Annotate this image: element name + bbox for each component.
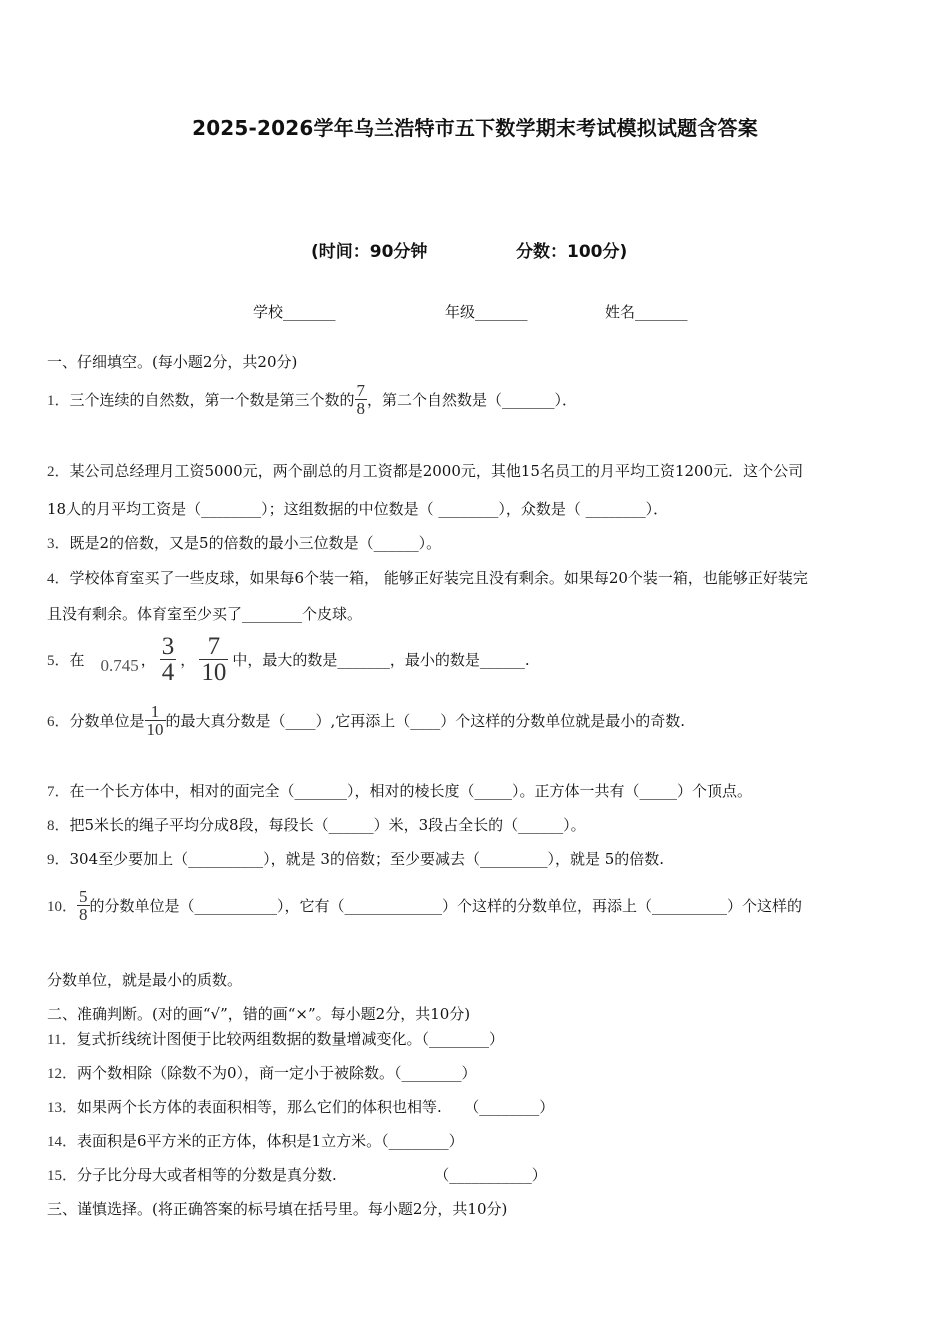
section-2-heading: 二、准确判断。(对的画“√”，错的画“×”。每小题2分，共10分)	[47, 1005, 471, 1023]
question-number: 15．	[47, 1168, 78, 1184]
question-3	[47, 532, 441, 553]
fraction	[355, 382, 368, 417]
question-text: 的分数单位是（___________），它有（_____________）个这样的分数单位，再添上（__________）个这样的	[89, 896, 803, 915]
question-text: 分数单位是	[69, 711, 145, 730]
question-4	[47, 567, 808, 588]
denominator: 8	[356, 398, 366, 418]
question-number: 7．	[47, 784, 70, 800]
question-9	[47, 848, 664, 869]
question-number: 9．	[47, 852, 70, 868]
question-number: 14．	[47, 1134, 78, 1150]
question-text: 的最大真分数是（____）,它再添上（____）个这样的分数单位就是最小的奇数.	[165, 711, 686, 730]
question-text: 把5米长的绳子平均分成8段，每段长（______）米，3段占全长的（______）。	[69, 816, 586, 834]
document-title: 2025-2026学年乌兰浩特市五下数学期末考试模拟试题含答案	[192, 116, 758, 140]
decimal-value: 0.745	[100, 656, 139, 675]
question-number: 6．	[47, 713, 70, 730]
fraction	[199, 634, 228, 685]
denominator: 10	[201, 658, 227, 686]
question-1	[47, 377, 577, 421]
question-text: 表面积是6平方米的正方体，体积是1立方米。（________）	[77, 1132, 464, 1150]
question-8	[47, 814, 586, 835]
question-15	[47, 1164, 547, 1185]
question-number: 13．	[47, 1100, 78, 1116]
question-text: 在	[69, 650, 85, 669]
numerator: 1	[150, 701, 160, 721]
fraction	[77, 888, 90, 923]
name-field: 姓名_______	[605, 303, 688, 321]
question-text: 在一个长方体中，相对的面完全（_______），相对的棱长度（_____）。正方体一共有（_____）个顶点。	[69, 782, 753, 800]
question-4-cont: 且没有剩余。体育室至少买了________个皮球。	[47, 605, 363, 623]
question-text: 复式折线统计图便于比较两组数据的数量增减变化。（________）	[76, 1030, 504, 1048]
question-number: 8．	[47, 818, 70, 834]
question-text: 既是2的倍数，又是5的倍数的最小三位数是（______）。	[69, 534, 442, 552]
question-text: 分子比分母大或者相等的分数是真分数. （___________）	[77, 1166, 547, 1184]
question-number: 11．	[47, 1032, 77, 1048]
question-text: 如果两个长方体的表面积相等，那么它们的体积也相等. （________）	[77, 1098, 555, 1116]
section-1-heading: 一、仔细填空。(每小题2分，共20分)	[47, 353, 298, 371]
numerator: 7	[356, 380, 366, 400]
question-13	[47, 1096, 554, 1117]
question-10	[47, 883, 802, 927]
question-2-cont: 18人的月平均工资是（________）；这组数据的中位数是（ ________），众数是（ ________）．	[47, 500, 669, 518]
numerator: 7	[207, 632, 221, 660]
question-number: 3．	[47, 536, 70, 552]
exam-score: 分数：100分)	[516, 242, 628, 262]
question-number: 1．	[47, 392, 70, 409]
question-text: ，第二个自然数是（_______）．	[367, 390, 578, 409]
question-number: 10．	[47, 898, 78, 915]
denominator: 4	[161, 658, 175, 686]
numerator: 3	[161, 632, 175, 660]
question-2	[47, 460, 803, 481]
school-field: 学校_______	[253, 303, 336, 321]
question-number: 12．	[47, 1066, 78, 1082]
question-10-cont: 分数单位，就是最小的质数。	[47, 971, 243, 989]
question-12	[47, 1062, 477, 1083]
question-14	[47, 1130, 464, 1151]
question-text: 304至少要加上（__________），就是 3的倍数；至少要减去（_________），就是 5的倍数.	[69, 850, 665, 868]
denominator: 10	[146, 719, 164, 739]
fraction	[160, 634, 177, 685]
question-text: 中，最大的数是_______，最小的数是______.	[232, 650, 530, 669]
question-text: 学校体育室买了一些皮球，如果每6个装一箱， 能够正好装完且没有剩余。如果每20个装一箱，也能够正好装完	[69, 569, 808, 587]
section-3-heading: 三、谨慎选择。(将正确答案的标号填在括号里。每小题2分，共10分)	[47, 1200, 508, 1218]
fraction	[145, 703, 166, 738]
exam-time: (时间：90分钟	[311, 242, 428, 262]
question-number: 2．	[47, 464, 70, 480]
question-text: 某公司总经理月工资5000元，两个副总的月工资都是2000元，其他15名员工的月平均工资1200元．这个公司	[69, 462, 804, 480]
question-5	[47, 632, 530, 686]
question-text: 两个数相除（除数不为0），商一定小于被除数。（________）	[77, 1064, 477, 1082]
question-text: 三个连续的自然数，第一个数是第三个数的	[69, 390, 355, 409]
denominator: 8	[79, 904, 88, 924]
separator: ，	[140, 650, 156, 669]
question-11	[47, 1028, 504, 1049]
separator: ，	[180, 650, 196, 669]
question-7	[47, 780, 752, 801]
numerator: 5	[79, 886, 88, 906]
question-number: 5．	[47, 652, 70, 669]
question-number: 4．	[47, 571, 70, 587]
grade-field: 年级_______	[445, 303, 528, 321]
question-6	[47, 698, 685, 742]
